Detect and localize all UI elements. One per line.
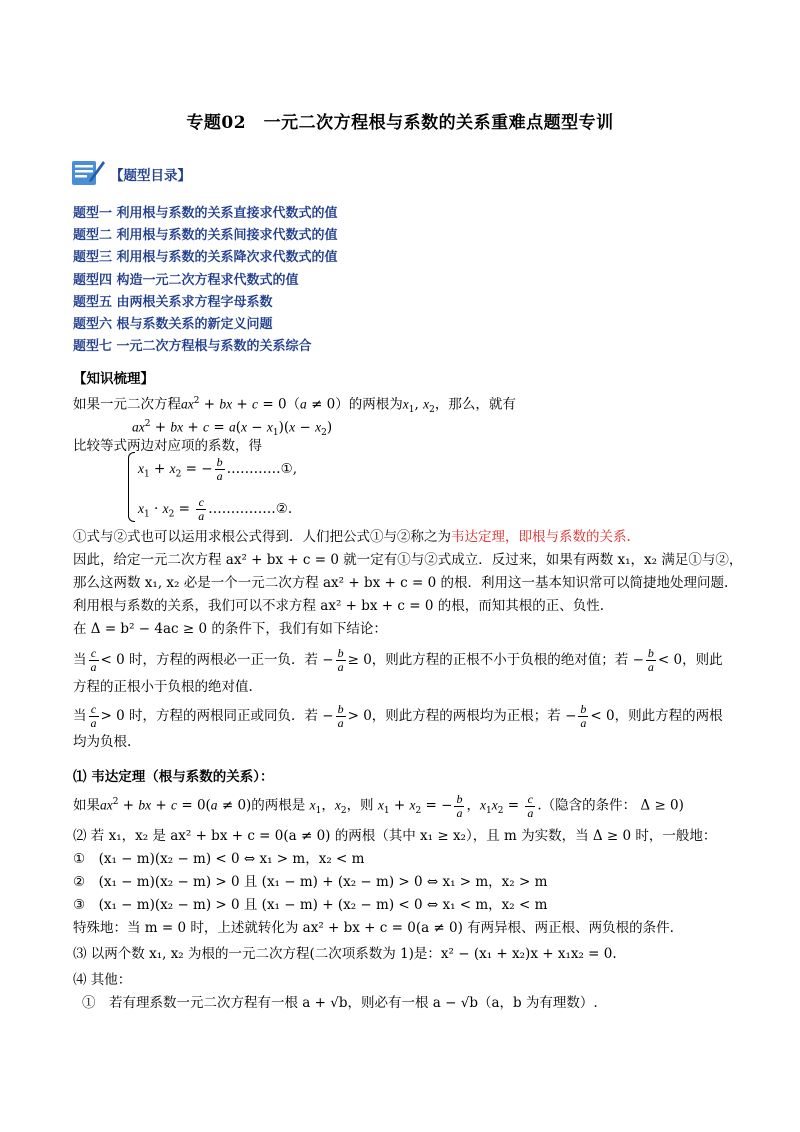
text: 时，方程的两根同正或同负．若 (128, 708, 318, 724)
knowledge-line-3 (73, 527, 631, 547)
text: ，则此方程的两根 (614, 708, 723, 724)
text: .（隐含的条件： (537, 797, 637, 814)
notepad-pencil-icon (70, 157, 106, 191)
vieta-eq-2: $x_1 \cdot x_2$ = $\frac{c}{a}$ ……………②. (138, 495, 293, 523)
section-1-title: ⑴ 韦达定理（根与系数的关系）： (73, 769, 274, 785)
knowledge-line-9: 方程的正根小于负根的绝对值. (73, 679, 253, 695)
text: 如果 (73, 797, 100, 814)
vieta-highlight: 韦达定理，即根与系数的关系. (451, 529, 631, 545)
knowledge-heading: 【知识梳理】 (73, 371, 154, 387)
toc-item[interactable]: 题型六 根与系数关系的新定义问题 (73, 317, 273, 333)
knowledge-line-11: 均为负根. (73, 734, 132, 750)
knowledge-line-8: 当 $\frac{c}{a}$ < 0 时，方程的两根必一正一负．若 − $\frac{b}{a}$ ≥ 0，则此方程的正根不小于负根的绝对值；若 − $\frac{b}{a}$ < 0，则此 (73, 646, 723, 674)
system-brace (128, 452, 135, 522)
section-2-item-3: ③ (x₁ − m)(x₂ − m) > 0 且 (x₁ − m) + (x₂ − m) < 0 ⇔ x₁ < m，x₂ < m (73, 897, 548, 913)
section-3-line: ⑶ 以两个数 x₁, x₂ 为根的一元二次方程(二次项系数为 1)是：x² − (x₁ + x₂)x + x₁x₂ = 0. (73, 946, 617, 962)
text: 如果一元二次方程 (73, 396, 181, 413)
text: 的两根为 (348, 396, 403, 413)
toc-heading-label: 【题型目录】 (110, 168, 191, 184)
toc-item[interactable]: 题型七 一元二次方程根与系数的关系综合 (73, 339, 312, 355)
knowledge-line-4: 因此，给定一元二次方程 ax² + bx + c = 0 就一定有①与②式成立．反过来，如果有两数 x₁，x₂ 满足①与②， (73, 552, 743, 568)
knowledge-line-7: 在 Δ = b² − 4ac ≥ 0 的条件下，我们有如下结论： (73, 621, 387, 637)
text: 当 (73, 652, 87, 668)
knowledge-line-6: 利用根与系数的关系，我们可以不求方程 ax² + bx + c = 0 的根，而知其根的正、负性. (73, 598, 605, 614)
knowledge-line-1: 如果一元二次方程$ax^2$ + bx + c = 0（a ≠ 0）的两根为$x_1$, $x_2$，那么，就有 (73, 396, 516, 416)
text: ，则此方程的正根不小于负根的绝对值；若 (371, 652, 629, 668)
toc-heading (70, 160, 191, 188)
toc-list (73, 203, 338, 358)
section-1-line: 如果$ax^2$ + bx + c = 0(a ≠ 0)的两根是 $x_1$，$x_2$，则 $x_1 + x_2$ = − $\frac{b}{a}$ ，$x_1x_2$ = $\frac{c}{a}$ .（隐含的条件： Δ ≥ 0) (73, 791, 684, 820)
toc-item[interactable]: 题型三 利用根与系数的关系降次求代数式的值 (73, 250, 338, 266)
text: ，那么，就有 (434, 396, 516, 413)
text: 时，方程的两根必一正一负．若 (128, 652, 318, 668)
page-title: 专题02 一元二次方程根与系数的关系重难点题型专训 (186, 113, 614, 133)
text: 当 (73, 708, 87, 724)
toc-item[interactable]: 题型一 利用根与系数的关系直接求代数式的值 (73, 206, 338, 221)
knowledge-line-2: 比较等式两边对应项的系数，得 (73, 438, 262, 454)
toc-item[interactable]: 题型五 由两根关系求方程字母系数 (73, 294, 273, 310)
section-4-item-1: ① 若有理系数一元二次方程有一根 a + √b，则必有一根 a − √b（a，b 为有理数）. (82, 995, 598, 1011)
factored-formula: $ax^2$ + bx + $c = a(x - x_1)(x - x_2)$ (132, 419, 333, 439)
knowledge-line-5: 那么这两数 x₁, x₂ 必是一个一元二次方程 ax² + bx + c = 0 的根．利用这一基本知识常可以简捷地处理问题. (73, 575, 729, 591)
text: 的两根是 (251, 797, 306, 814)
text: ，则此 (682, 652, 723, 668)
text: ，则 (346, 797, 374, 814)
text: ①式与②式也可以运用求根公式得到．人们把公式①与②称之为 (73, 529, 451, 545)
section-2-item-2: ② (x₁ − m)(x₂ − m) > 0 且 (x₁ − m) + (x₂ − m) > 0 ⇔ x₁ > m，x₂ > m (73, 874, 548, 890)
section-4-title: ⑷ 其他： (73, 972, 132, 988)
section-2-special: 特殊地：当 m = 0 时，上述就转化为 ax² + bx + c = 0(a ≠ 0) 有两异根、两正根、两负根的条件. (73, 920, 674, 936)
knowledge-line-10: 当 $\frac{c}{a}$ > 0 时，方程的两根同正或同负．若 − $\frac{b}{a}$ > 0，则此方程的两根均为正根；若 − $\frac{b}{a}$ < 0，则此方程的两根 (73, 702, 723, 730)
text: ，则此方程的两根均为正根；若 (371, 708, 561, 724)
vieta-eq-1: $x_1 + x_2$ = − $\frac{b}{a}$ …………①, (138, 455, 297, 483)
section-2-line: ⑵ 若 x₁，x₂ 是 ax² + bx + c = 0(a ≠ 0) 的两根（其中 x₁ ≥ x₂），且 m 为实数，当 Δ ≥ 0 时，一般地： (73, 828, 717, 844)
toc-item[interactable]: 题型二 利用根与系数的关系间接求代数式的值 (73, 228, 338, 244)
toc-item[interactable]: 题型四 构造一元二次方程求代数式的值 (73, 272, 299, 288)
section-2-item-1: ① (x₁ − m)(x₂ − m) < 0 ⇔ x₁ > m，x₂ < m (73, 851, 365, 867)
